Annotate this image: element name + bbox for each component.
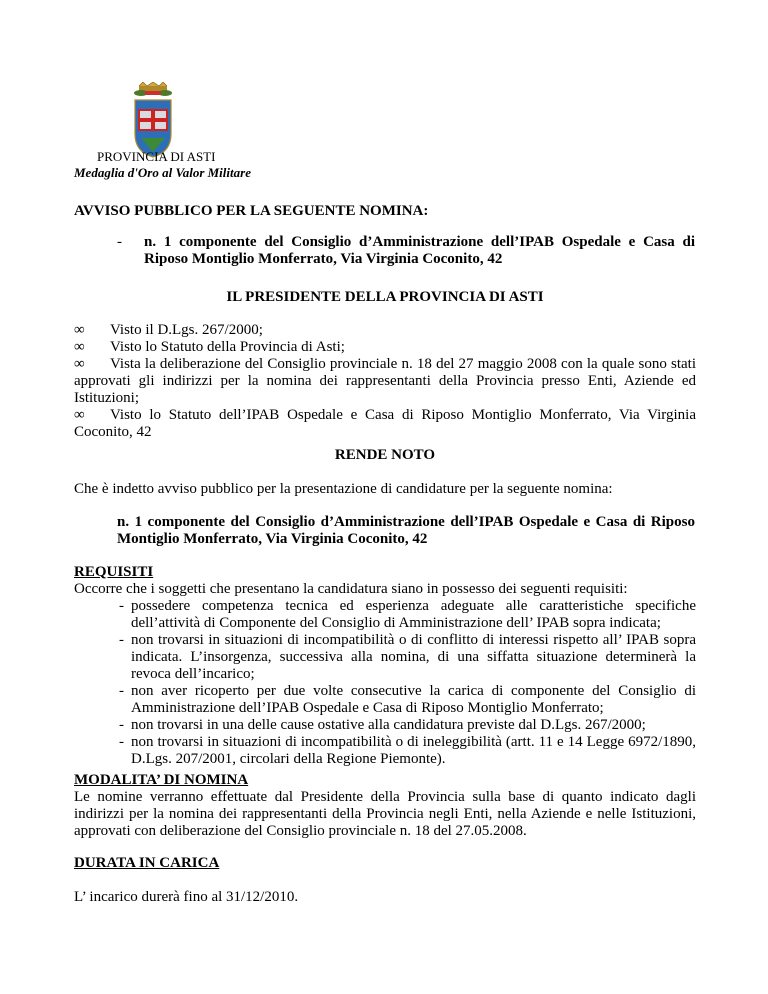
bullet-symbol: ∞ <box>74 339 85 355</box>
requisito-text: non trovarsi in una delle cause ostative alla candidatura previste dal D.Lgs. 267/2000; <box>131 717 646 733</box>
consideration-item <box>74 356 696 407</box>
consideration-item <box>74 322 696 339</box>
bullet-symbol: ∞ <box>74 322 85 338</box>
durata-text: L’ incarico durerà fino al 31/12/2010. <box>74 889 299 905</box>
consideration-text: Visto lo Statuto della Provincia di Asti; <box>110 339 345 355</box>
requisito-text: possedere competenza tecnica ed esperienza adeguate alle caratteristiche specifiche dell’attività di Componente del Consiglio di Amministrazione dell’ IPAB sopra indicata; <box>131 598 696 631</box>
president-heading: IL PRESIDENTE DELLA PROVINCIA DI ASTI <box>226 289 544 305</box>
intro-text: Che è indetto avviso pubblico per la presentazione di candidature per la seguente nomina: <box>74 481 613 497</box>
requisito-text: non trovarsi in situazioni di incompatibilità o di conflitto di interessi rispetto all’ IPAB sopra indicata. L’insorgenza, successiva alla nomina, di una siffatta situazione determinerà la revoca dell’incarico; <box>131 632 696 682</box>
list-item: - non aver ricoperto per due volte consecutive la carica di componente del Consiglio di Amministrazione dell’IPAB Ospedale e Casa di Riposo Montiglio Monferrato; <box>119 683 696 716</box>
modalita-section <box>74 772 696 840</box>
consideration-text: Visto lo Statuto dell’IPAB Ospedale e Casa di Riposo Montiglio Monferrato, Via Virginia Coconito, 42 <box>74 407 696 440</box>
nomination-block <box>117 234 695 268</box>
bullet-symbol: ∞ <box>74 407 85 423</box>
modalita-text: Le nomine verranno effettuate dal Presidente della Provincia sulla base di quanto indicato dagli indirizzi per la nomina dei rappresentanti della Provincia negli Enti, nella Aziende e nelle Istituzioni, approvati con deliberazione del Consiglio provinciale n. 18 del 27.05.2008. <box>74 789 696 839</box>
requisito-text: non aver ricoperto per due volte consecutive la carica di componente del Consiglio di Amministrazione dell’IPAB Ospedale e Casa di Riposo Montiglio Monferrato; <box>131 683 696 716</box>
list-item: - non trovarsi in una delle cause ostative alla candidatura previste dal D.Lgs. 267/2000; <box>106 717 696 734</box>
modalita-heading: MODALITA’ DI NOMINA <box>74 772 249 788</box>
bullet-symbol: ∞ <box>74 356 85 372</box>
consideration-text: Vista la deliberazione del Consiglio provinciale n. 18 del 27 maggio 2008 con la quale sono stati approvati gli indirizzi per la nomina dei rappresentanti della Provincia presso Enti, Aziende ed Istituzioni; <box>74 356 696 406</box>
province-subtitle: Medaglia d'Oro al Valor Militare <box>74 165 251 180</box>
nomination-text: n. 1 componente del Consiglio d’Amministrazione dell’IPAB Ospedale e Casa di Riposo Montiglio Monferrato, Via Virginia Coconito, 42 <box>144 234 695 267</box>
requisiti-section <box>74 564 696 768</box>
durata-heading: DURATA IN CARICA <box>74 855 220 871</box>
province-crest-logo <box>131 82 175 158</box>
requisiti-heading: REQUISITI <box>74 564 154 580</box>
list-item: - non trovarsi in situazioni di incompatibilità o di conflitto di interessi rispetto all’ IPAB sopra indicata. L’insorgenza, successiva alla nomina, di una siffatta situazione determinerà la revoca dell’incarico; <box>119 632 696 682</box>
nomination-repeat: n. 1 componente del Consiglio d’Amministrazione dell’IPAB Ospedale e Casa di Riposo Montiglio Monferrato, Via Virginia Coconito, 42 <box>117 514 695 547</box>
consideration-text: Visto il D.Lgs. 267/2000; <box>110 322 263 338</box>
province-name: PROVINCIA DI ASTI <box>97 149 216 164</box>
list-item: - possedere competenza tecnica ed esperienza adeguate alle caratteristiche specifiche dell’attività di Componente del Consiglio di Amministrazione dell’ IPAB sopra indicata; <box>119 598 696 631</box>
requisiti-list <box>106 598 696 768</box>
requisito-text: non trovarsi in situazioni di incompatibilità o di ineleggibilità (artt. 11 e 14 Legge 6972/1890, D.Lgs. 207/2001, circolari della Regione Piemonte). <box>131 734 696 767</box>
consideration-item <box>74 407 696 441</box>
notice-title: AVVISO PUBBLICO PER LA SEGUENTE NOMINA: <box>74 203 429 219</box>
consideration-item <box>74 339 696 356</box>
durata-section <box>74 855 696 872</box>
rende-noto-heading: RENDE NOTO <box>334 447 436 463</box>
requisiti-intro: Occorre che i soggetti che presentano la candidatura siano in possesso dei seguenti requisiti: <box>74 581 628 597</box>
considerations-list <box>74 322 696 441</box>
list-item: - non trovarsi in situazioni di incompatibilità o di ineleggibilità (artt. 11 e 14 Legge 6972/1890, D.Lgs. 207/2001, circolari della Regione Piemonte). <box>119 734 696 767</box>
nomination-dash: - <box>117 234 122 250</box>
